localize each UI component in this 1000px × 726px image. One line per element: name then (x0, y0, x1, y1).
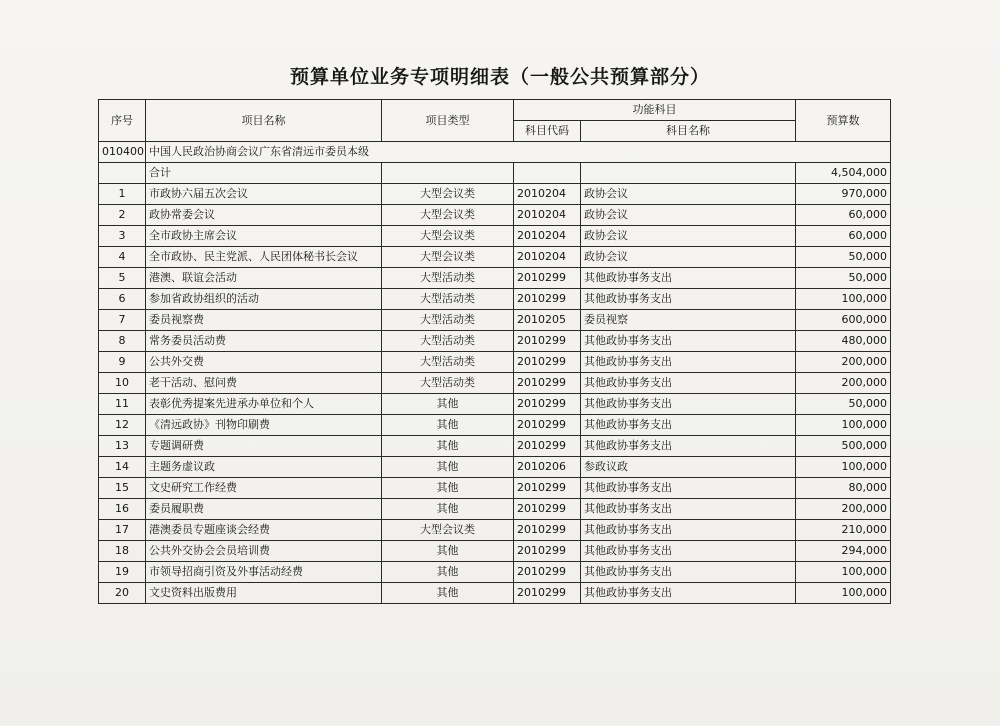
row-subject-code: 2010299 (514, 478, 581, 499)
row-seq: 12 (99, 415, 146, 436)
row-project-type: 大型会议类 (382, 226, 514, 247)
row-project-type: 其他 (382, 415, 514, 436)
org-code: 010400 (99, 142, 146, 163)
table-row (99, 331, 891, 352)
row-seq: 6 (99, 289, 146, 310)
table-row (99, 184, 891, 205)
budget-table-body (99, 100, 891, 604)
total-label: 合计 (146, 163, 382, 184)
row-amount: 50,000 (796, 268, 891, 289)
header-project-type: 项目类型 (382, 100, 514, 142)
row-subject-code: 2010204 (514, 226, 581, 247)
row-project-name: 文史资料出版费用 (146, 583, 382, 604)
header-row-top (99, 100, 891, 121)
org-row (99, 142, 891, 163)
row-seq: 19 (99, 562, 146, 583)
header-subject-name: 科目名称 (581, 121, 796, 142)
org-name: 中国人民政治协商会议广东省清远市委员本级 (146, 142, 891, 163)
row-project-name: 港澳委员专题座谈会经费 (146, 520, 382, 541)
total-amount: 4,504,000 (796, 163, 891, 184)
row-project-name: 表彰优秀提案先进承办单位和个人 (146, 394, 382, 415)
row-amount: 500,000 (796, 436, 891, 457)
table-row (99, 352, 891, 373)
row-subject-code: 2010299 (514, 394, 581, 415)
row-seq: 9 (99, 352, 146, 373)
row-subject-name: 其他政协事务支出 (581, 478, 796, 499)
row-subject-name: 其他政协事务支出 (581, 436, 796, 457)
row-subject-code: 2010205 (514, 310, 581, 331)
row-amount: 100,000 (796, 457, 891, 478)
row-project-type: 其他 (382, 436, 514, 457)
row-amount: 480,000 (796, 331, 891, 352)
row-subject-name: 其他政协事务支出 (581, 394, 796, 415)
row-project-type: 其他 (382, 499, 514, 520)
row-subject-code: 2010204 (514, 184, 581, 205)
row-subject-code: 2010299 (514, 373, 581, 394)
table-row (99, 499, 891, 520)
total-subject-cell (581, 163, 796, 184)
row-subject-code: 2010299 (514, 268, 581, 289)
row-amount: 100,000 (796, 415, 891, 436)
row-seq: 5 (99, 268, 146, 289)
table-row (99, 436, 891, 457)
row-project-type: 大型活动类 (382, 289, 514, 310)
header-amount: 预算数 (796, 100, 891, 142)
row-amount: 100,000 (796, 289, 891, 310)
row-subject-code: 2010299 (514, 331, 581, 352)
row-project-name: 主题务虚议政 (146, 457, 382, 478)
total-row (99, 163, 891, 184)
row-seq: 11 (99, 394, 146, 415)
table-row (99, 541, 891, 562)
row-project-name: 专题调研费 (146, 436, 382, 457)
row-project-name: 市领导招商引资及外事活动经费 (146, 562, 382, 583)
row-project-type: 大型会议类 (382, 247, 514, 268)
row-subject-code: 2010299 (514, 499, 581, 520)
row-project-name: 老干活动、慰问费 (146, 373, 382, 394)
row-project-type: 大型活动类 (382, 352, 514, 373)
row-project-name: 全市政协、民主党派、人民团体秘书长会议 (146, 247, 382, 268)
row-subject-name: 其他政协事务支出 (581, 352, 796, 373)
row-project-name: 参加省政协组织的活动 (146, 289, 382, 310)
row-project-type: 大型活动类 (382, 373, 514, 394)
row-project-name: 委员视察费 (146, 310, 382, 331)
table-row (99, 415, 891, 436)
row-subject-code: 2010204 (514, 247, 581, 268)
header-subject-code: 科目代码 (514, 121, 581, 142)
row-project-type: 大型活动类 (382, 310, 514, 331)
total-type-cell (382, 163, 514, 184)
row-seq: 16 (99, 499, 146, 520)
row-project-name: 委员履职费 (146, 499, 382, 520)
row-subject-code: 2010299 (514, 541, 581, 562)
row-amount: 294,000 (796, 541, 891, 562)
table-row (99, 310, 891, 331)
row-amount: 60,000 (796, 226, 891, 247)
table-row (99, 247, 891, 268)
row-subject-name: 其他政协事务支出 (581, 331, 796, 352)
row-project-name: 公共外交费 (146, 352, 382, 373)
table-row (99, 226, 891, 247)
row-amount: 210,000 (796, 520, 891, 541)
table-row (99, 394, 891, 415)
header-seq: 序号 (99, 100, 146, 142)
row-subject-name: 其他政协事务支出 (581, 583, 796, 604)
row-seq: 17 (99, 520, 146, 541)
table-row (99, 268, 891, 289)
row-amount: 600,000 (796, 310, 891, 331)
row-amount: 50,000 (796, 394, 891, 415)
row-seq: 18 (99, 541, 146, 562)
row-project-name: 公共外交协会会员培训费 (146, 541, 382, 562)
row-subject-name: 其他政协事务支出 (581, 373, 796, 394)
row-subject-code: 2010299 (514, 436, 581, 457)
total-seq-cell (99, 163, 146, 184)
row-amount: 200,000 (796, 352, 891, 373)
row-project-type: 大型会议类 (382, 520, 514, 541)
table-row (99, 373, 891, 394)
row-project-name: 《清远政协》刊物印刷费 (146, 415, 382, 436)
row-seq: 2 (99, 205, 146, 226)
row-subject-code: 2010299 (514, 289, 581, 310)
row-subject-name: 参政议政 (581, 457, 796, 478)
total-code-cell (514, 163, 581, 184)
row-subject-name: 其他政协事务支出 (581, 289, 796, 310)
row-seq: 7 (99, 310, 146, 331)
table-row (99, 289, 891, 310)
row-seq: 20 (99, 583, 146, 604)
page-title: 预算单位业务专项明细表（一般公共预算部分） (289, 66, 710, 88)
row-subject-name: 其他政协事务支出 (581, 499, 796, 520)
table-row (99, 457, 891, 478)
budget-table (98, 99, 891, 604)
row-subject-code: 2010299 (514, 520, 581, 541)
header-function-subject: 功能科目 (514, 100, 796, 121)
table-row (99, 583, 891, 604)
row-project-type: 大型活动类 (382, 268, 514, 289)
row-amount: 80,000 (796, 478, 891, 499)
row-project-type: 其他 (382, 562, 514, 583)
row-seq: 3 (99, 226, 146, 247)
row-amount: 200,000 (796, 373, 891, 394)
row-project-name: 政协常委会议 (146, 205, 382, 226)
row-subject-code: 2010299 (514, 415, 581, 436)
table-row (99, 562, 891, 583)
row-subject-name: 政协会议 (581, 247, 796, 268)
row-amount: 970,000 (796, 184, 891, 205)
row-subject-name: 其他政协事务支出 (581, 541, 796, 562)
row-project-type: 大型会议类 (382, 205, 514, 226)
row-amount: 100,000 (796, 583, 891, 604)
row-project-type: 其他 (382, 583, 514, 604)
row-amount: 60,000 (796, 205, 891, 226)
row-subject-name: 其他政协事务支出 (581, 520, 796, 541)
table-row (99, 520, 891, 541)
row-seq: 13 (99, 436, 146, 457)
row-amount: 200,000 (796, 499, 891, 520)
row-project-name: 全市政协主席会议 (146, 226, 382, 247)
table-row (99, 205, 891, 226)
row-subject-code: 2010206 (514, 457, 581, 478)
row-project-type: 其他 (382, 457, 514, 478)
row-subject-name: 政协会议 (581, 205, 796, 226)
row-project-name: 市政协六届五次会议 (146, 184, 382, 205)
row-project-name: 文史研究工作经费 (146, 478, 382, 499)
row-seq: 8 (99, 331, 146, 352)
row-subject-name: 其他政协事务支出 (581, 415, 796, 436)
row-project-type: 大型会议类 (382, 184, 514, 205)
row-project-type: 大型活动类 (382, 331, 514, 352)
row-seq: 10 (99, 373, 146, 394)
row-project-name: 港澳、联谊会活动 (146, 268, 382, 289)
table-row (99, 478, 891, 499)
row-seq: 15 (99, 478, 146, 499)
row-subject-name: 政协会议 (581, 184, 796, 205)
row-subject-code: 2010299 (514, 352, 581, 373)
row-project-type: 其他 (382, 541, 514, 562)
row-amount: 50,000 (796, 247, 891, 268)
row-subject-name: 委员视察 (581, 310, 796, 331)
row-seq: 4 (99, 247, 146, 268)
row-project-type: 其他 (382, 478, 514, 499)
row-subject-name: 政协会议 (581, 226, 796, 247)
row-amount: 100,000 (796, 562, 891, 583)
row-subject-code: 2010299 (514, 562, 581, 583)
row-seq: 1 (99, 184, 146, 205)
header-project-name: 项目名称 (146, 100, 382, 142)
row-project-type: 其他 (382, 394, 514, 415)
row-project-name: 常务委员活动费 (146, 331, 382, 352)
row-subject-name: 其他政协事务支出 (581, 562, 796, 583)
row-subject-name: 其他政协事务支出 (581, 268, 796, 289)
row-subject-code: 2010299 (514, 583, 581, 604)
row-subject-code: 2010204 (514, 205, 581, 226)
row-seq: 14 (99, 457, 146, 478)
